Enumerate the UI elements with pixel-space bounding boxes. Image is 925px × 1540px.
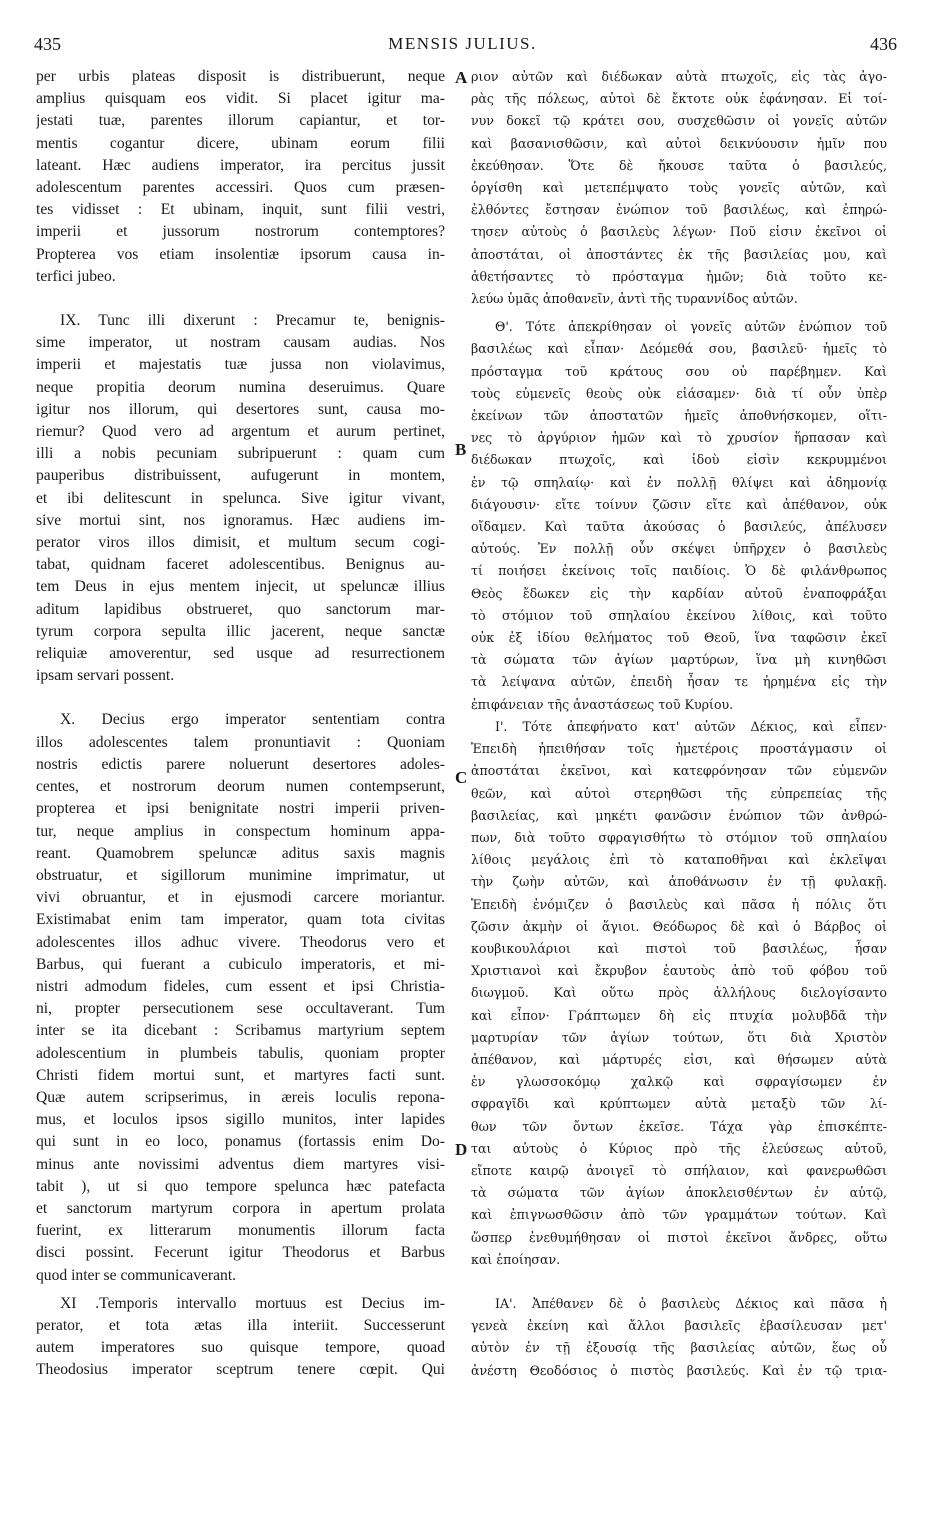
text-line: tabit ), ut si quo tempore spelunca hæc patefacta: [36, 1177, 445, 1195]
text-line: ἐκείνων τῶν ἀποστατῶν ἡμεῖς ἀποθνήσκομεν, οἵτι-: [471, 408, 887, 424]
text-line: οὐκ ἐξ ἰδίου θελήματος τοῦ Θεοῦ, ἵνα ταφῶσιν ἐκεῖ: [471, 630, 887, 646]
text-line: terfici jubeo.: [36, 267, 116, 285]
text-line: Ι'. Τότε ἀπεφήνατο κατ' αὐτῶν Δέκιος, καὶ εἶπεν·: [495, 718, 887, 734]
greek-paragraph: [471, 716, 887, 1271]
text-line: αὐτὸν ἐν τῇ ἐξουσίᾳ τῆς βασιλείας αὐτῶν, ἕως οὗ: [471, 1340, 887, 1356]
text-line: θων τῶν ὄντων ἐκεῖσε. Τάχα γὰρ ἐπισκέπτε-: [471, 1118, 887, 1134]
text-line: διέδωκαν πτωχοῖς, καὶ ἰδοὺ εἰσὶν κεκρυμμένοι: [471, 452, 887, 468]
text-line: mentis cogantur dicere, ubinam eorum filii: [36, 134, 445, 152]
greek-paragraph: [471, 66, 887, 310]
text-line: autem imperatores suo quisque tempore, quoad: [36, 1339, 445, 1357]
text-line: ἀθετήσαντες τὸ πρόσταγμα ἡμῶν; διὰ τοῦτο κε-: [471, 268, 887, 284]
text-line: τὰ σώματα τῶν ἁγίων μαρτύρων, ἵνα μὴ κινηθῶσι: [471, 652, 887, 668]
text-line: quod inter se communicaverant.: [36, 1266, 237, 1284]
text-line: ἐκεύθησαν. Ὅτε δὲ ἤκουσε ταῦτα ὁ βασιλεύς,: [471, 157, 887, 173]
text-line: τησεν αὐτοὺς ὁ βασιλεὺς λέγων· Ποῦ εἰσιν ἐκεῖνοι οἱ: [471, 224, 887, 240]
text-line: τοὺς εὐμενεῖς θεοὺς οὐκ εἰάσαμεν· διὰ τί οὖν ὑπὲρ: [471, 385, 887, 401]
text-line: διάγουσιν· εἴτε τοίνυν ζῶσιν εἴτε καὶ ἀπέθανον, οὐκ: [471, 496, 887, 512]
text-line: ἀνέστη Θεοδόσιος ὁ πιστὸς βασιλεύς. Καὶ ἐν τῷ τρια-: [471, 1362, 887, 1378]
text-line: et sanctorum martyrum corpora in apertum prolata: [36, 1199, 445, 1217]
text-line: τὰ λείψανα αὐτῶν, ἐπειδὴ ἦσαν τε ἠρημένα εἰς τὴν: [471, 674, 887, 690]
section-letter-c: C: [455, 768, 468, 787]
text-line: Ἐπειδὴ ἐνόμιζεν ὁ βασιλεὺς καὶ πᾶσα ἡ πόλις ὅτι: [471, 896, 887, 912]
text-line: X. Decius ergo imperator sententiam contra: [60, 711, 445, 729]
text-line: λίθοις μεγάλοις ἐπὶ τὸ καταποθῆναι καὶ ἐκλεῖψαι: [471, 852, 887, 868]
page-number-right: 436: [870, 34, 897, 54]
text-line: jestati tuæ, parentes illorum capiantur, et tor-: [36, 112, 445, 130]
text-line: et ibi delitescunt in spelunca. Sive igitur vivant,: [36, 489, 445, 507]
text-line: pauperibus distribuissent, aufugerunt in montem,: [36, 467, 445, 485]
text-line: ἀποστάται, οἱ ἀποστάντες ἐκ τῆς βασιλείας μου, καὶ: [471, 246, 887, 262]
text-line: αὐτούς. Ἐν πολλῇ οὖν σκέψει ὑπῆρχεν ὁ βασιλεὺς: [471, 541, 887, 557]
text-line: minus ante novissimi adventus diem martyres visi-: [36, 1155, 445, 1173]
latin-paragraph: [36, 310, 445, 687]
text-line: per urbis plateas disposit is distribuerunt, neque: [36, 68, 445, 85]
text-line: XI .Temporis intervallo mortuus est Decius im-: [60, 1294, 445, 1312]
text-line: τὰ σώματα τῶν ἁγίων ἀποκλεισθέντων ἐν αὐτῷ,: [471, 1185, 887, 1201]
text-line: perator, et tota ætas illa interiit. Successerunt: [36, 1316, 445, 1334]
text-line: illos adolescentes talem pronuntiavit : Quoniam: [36, 733, 445, 751]
text-line: καὶ ἐπιγνωσθῶσιν ἀπὸ τῶν γραμμάτων τούτων. Καὶ: [471, 1207, 887, 1223]
text-line: aditum lapidibus obstrueret, quo sanctorum mar-: [36, 600, 445, 618]
section-letter-d: D: [455, 1140, 468, 1159]
latin-paragraph: [36, 66, 445, 288]
text-line: νες τὸ ἀργύριον ἡμῶν καὶ τὸ χρυσίον ἥρπασαν καὶ: [471, 430, 887, 446]
text-line: Christi fidem mortui sunt, et martyres facti sunt.: [36, 1066, 445, 1084]
text-line: ὥσπερ ἐνεθυμήθησαν οἱ πιστοὶ ἐκεῖνοι ἄνδρες, οὕτω: [471, 1229, 887, 1245]
section-letter-b: B: [455, 440, 467, 459]
text-line: σφραγῖδι καὶ κρύπτωμεν αὐτὰ μεταξὺ τῶν λί-: [471, 1096, 887, 1112]
text-line: ΙΑ'. Ἀπέθανεν δὲ ὁ βασιλεὺς Δέκιος καὶ πᾶσα ἡ: [495, 1295, 887, 1311]
text-line: καὶ εἶπον· Γράπτωμεν δὴ εἰς πτυχία μολυβδᾶ τὴν: [471, 1007, 887, 1023]
text-line: imperii et jussorum nostrorum contemptores?: [36, 223, 445, 241]
text-line: tur, neque amplius in conspectum hominum appa-: [36, 822, 445, 840]
text-line: adolescentum parentes accessiri. Quos cum præsen-: [36, 179, 445, 197]
text-line: reant. Quamobrem speluncæ aditus saxis magnis: [36, 844, 445, 862]
text-line: IX. Tunc illi dixerunt : Precamur te, benignis-: [60, 312, 445, 330]
text-line: τὸ στόμιον τοῦ σπηλαίου ἐκείνου λίθοις, καὶ τοῦτο: [471, 607, 887, 623]
text-line: καὶ ἐποίησαν.: [471, 1251, 561, 1267]
text-line: lateant. Hæc audiens imperator, ira percitus jussit: [36, 156, 445, 174]
text-line: Χριστιανοὶ καὶ ἔκρυβον ἑαυτοὺς ἀπὸ τοῦ φόβου τοῦ: [471, 963, 887, 979]
text-line: Theodosius imperator sceptrum tenere cœpit. Qui: [36, 1361, 445, 1379]
text-line: διωγμοῦ. Καὶ οὕτω πρὸς ἀλλήλους διελογίσαντο: [471, 985, 887, 1001]
text-line: Barbus, qui fuerant a cubiculo imperatoris, et mi-: [36, 955, 445, 973]
text-line: mus, et loculos ipsos sigillo munitos, inter lapides: [36, 1111, 445, 1129]
text-line: βασιλέως καὶ εἶπαν· Δεόμεθά σου, βασιλεῦ· ἡμεῖς τὸ: [471, 341, 887, 357]
text-line: tem Deus in ejus mentem injecit, ut speluncæ illius: [36, 578, 445, 596]
text-line: τὴν ζωὴν αὐτῶν, καὶ ἀποθάνωσιν ἐν τῇ φυλακῇ.: [471, 874, 887, 890]
text-line: riemur? Quod vero ad argentum et aurum pertinet,: [36, 423, 445, 441]
text-line: nostris edictis parere noluerunt desertores adoles-: [36, 755, 445, 773]
text-line: καὶ βασανισθῶσιν, καὶ αὐτοὶ δεικνύουσιν ἡμῖν που: [471, 135, 887, 151]
text-line: Θ'. Τότε ἀπεκρίθησαν οἱ γονεῖς αὐτῶν ἐνώπιον τοῦ: [495, 319, 887, 335]
latin-column: [36, 66, 445, 1382]
text-line: Ἐπειδὴ ἠπειθήσαν τοῖς ἡμετέροις προστάγμασιν οἱ: [471, 741, 887, 757]
text-line: amplius quisquam eos vidit. Si placet igitur ma-: [36, 90, 445, 108]
text-line: ipsam servari possent.: [36, 667, 175, 685]
greek-paragraph: [471, 316, 887, 716]
text-line: κουβικουλάριοι καὶ πιστοὶ τοῦ βασιλέως, ἦσαν: [471, 940, 887, 956]
text-line: disci possint. Fecerunt igitur Theodorus et Barbus: [36, 1244, 445, 1262]
text-line: tyrum corpora sepulta illic jacerent, neque sanctæ: [36, 622, 445, 640]
text-line: fuerint, ex litterarum monumentis illorum facta: [36, 1222, 445, 1240]
text-line: ἀπέθανον, καὶ μάρτυρές εἰσι, καὶ θήσωμεν αὐτὰ: [471, 1051, 887, 1067]
text-line: centes, et nostrorum deorum numen contempserunt,: [36, 778, 445, 796]
text-line: λεύω ὑμᾶς ἀποθανεῖν, ἀντὶ τῆς τυραννίδος αὐτῶν.: [471, 291, 798, 307]
text-line: inter se ita dicebant : Scribamus martyrium septem: [36, 1022, 445, 1040]
text-line: ζῶσιν ἀκμὴν οἱ ἅγιοι. Θεόδωρος δὲ καὶ ὁ Βάρβος οἱ: [471, 918, 887, 934]
text-line: illi a nobis pecuniam subripuerunt : quam cum: [36, 445, 445, 463]
latin-paragraph: [36, 709, 445, 1286]
text-line: reliquiæ amoverentur, sed usque ad resurrectionem: [36, 645, 445, 663]
text-line: πρόσταγμα τοῦ κράτους σου οὐ παρέβημεν. Καὶ: [471, 363, 887, 379]
text-line: adolescentes illos adhuc vivere. Theodorus vero et: [36, 933, 445, 951]
text-line: sive mortui sint, nos ignoramus. Hæc audiens im-: [36, 511, 445, 529]
greek-column: [471, 66, 887, 1382]
text-line: οἴδαμεν. Καὶ ταῦτα ἀκούσας ὁ βασιλεύς, ἀπέλυσεν: [471, 519, 887, 535]
text-line: πων, διὰ τοῦτο σφραγισθήτω τὸ στόμιον τοῦ σπηλαίου: [471, 829, 887, 845]
text-line: ἐλθόντες ἔστησαν ἐνώπιον τοῦ βασιλέως, καὶ ἐπηρώ-: [471, 202, 887, 218]
running-title: MENSIS JULIUS.: [388, 34, 537, 53]
text-line: ται αὐτοὺς ὁ Κύριος πρὸ τῆς ἐλεύσεως αὐτοῦ,: [471, 1140, 887, 1156]
text-line: vivi obruantur, et in ejusmodi carcere moriantur.: [36, 889, 445, 907]
text-line: Θεὸς ἔδωκεν εἰς τὴν καρδίαν αὐτοῦ ἐναποφράξαι: [471, 585, 887, 601]
text-line: tes vidisset : Et ubinam, inquit, sunt filii vestri,: [36, 201, 445, 219]
text-line: εἴποτε καιρῷ ἀνοιγεῖ τὸ σπήλαιον, καὶ φανερωθῶσι: [471, 1162, 887, 1178]
text-line: tabat, quidnam faceret adolescentibus. Benignus au-: [36, 556, 445, 574]
text-line: obstruatur, et sigillorum munimine imprimatur, ut: [36, 866, 445, 884]
text-line: nistri admodum fideles, cum essent et ipsi Christia-: [36, 977, 445, 995]
text-line: ἐν τῷ σπηλαίῳ· καὶ ἐν πολλῇ θλίψει καὶ ἀδημονίᾳ: [471, 474, 887, 490]
section-letter-a: A: [455, 68, 468, 87]
text-line: νυν δοκεῖ τῷ κράτει σου, συσχεθῶσιν οἱ γονεῖς αὐτῶν: [471, 113, 887, 129]
text-line: ριον αὐτῶν καὶ διέδωκαν αὐτὰ πτωχοῖς, εἰς τὰς ἀγο-: [471, 69, 887, 84]
text-line: qui sunt in eo loco, ponamus (fortassis enim Do-: [36, 1133, 445, 1151]
page-number-left: 435: [34, 34, 61, 54]
text-line: μαρτυρίαν τῶν ἁγίων τούτων, ὅτι διὰ Χριστὸν: [471, 1029, 887, 1045]
text-line: βασιλείας, καὶ μηκέτι φανῶσιν ἐνώπιον τῶν ἀνθρώ-: [471, 807, 887, 823]
greek-paragraph: [471, 1293, 887, 1382]
text-line: sime imperator, ut nostram causam audias. Nos: [36, 334, 445, 352]
text-line: ἐν γλωσσοκόμῳ χαλκῷ καὶ σφραγίσωμεν ἐν: [471, 1074, 887, 1090]
text-line: igitur nos illorum, qui desertores sunt, causa mo-: [36, 400, 445, 418]
text-line: ὀργίσθη καὶ μετεπέμψατο τοὺς γονεῖς αὐτῶν, καὶ: [471, 180, 887, 196]
text-line: ἐπιφάνειαν τῆς ἀναστάσεως τοῦ Κυρίου.: [471, 696, 734, 712]
text-line: Existimabat enim tam imperator, quam tota civitas: [36, 911, 445, 929]
text-line: neque propitia deorum numina deseruimus. Quare: [36, 378, 445, 396]
text-line: ρὰς τῆς πόλεως, αὐτοὶ δὲ ἔκτοτε οὐκ ἐφάνησαν. Εἰ τοί-: [471, 91, 887, 107]
latin-paragraph: [36, 1293, 445, 1382]
text-line: γενεὰ ἐκείνη καὶ ἄλλοι βασιλεῖς ἐβασίλευσαν μετ': [471, 1318, 887, 1334]
text-line: ἀποστάται ἐκεῖνοι, καὶ κατεφρόνησαν τῶν εὐμενῶν: [471, 763, 887, 779]
text-line: imperii et majestatis tuæ jussa non violavimus,: [36, 356, 445, 374]
text-line: Propterea vos etiam insolentiæ ipsorum causa in-: [36, 245, 445, 263]
text-line: Quæ autem scripserimus, in æreis loculis repona-: [36, 1088, 445, 1106]
text-line: adolescentium in plumbeis tabulis, quoniam propter: [36, 1044, 445, 1062]
page-header: [0, 34, 925, 58]
text-line: θεῶν, καὶ αὐτοὶ στερηθῶσι τῆς εὐπρεπείας τῆς: [471, 785, 887, 801]
text-line: τί ποιήσει ἐκείνοις τοῖς παιδίοις. Ὁ δὲ φιλάνθρωπος: [471, 563, 887, 579]
text-line: propterea et ipsi benignitate nostri imperii priven-: [36, 800, 445, 818]
text-line: perator viros illos dimisit, et multum secum cogi-: [36, 534, 445, 552]
text-line: ni, propter persecutionem sese occultaverant. Tum: [36, 1000, 445, 1018]
